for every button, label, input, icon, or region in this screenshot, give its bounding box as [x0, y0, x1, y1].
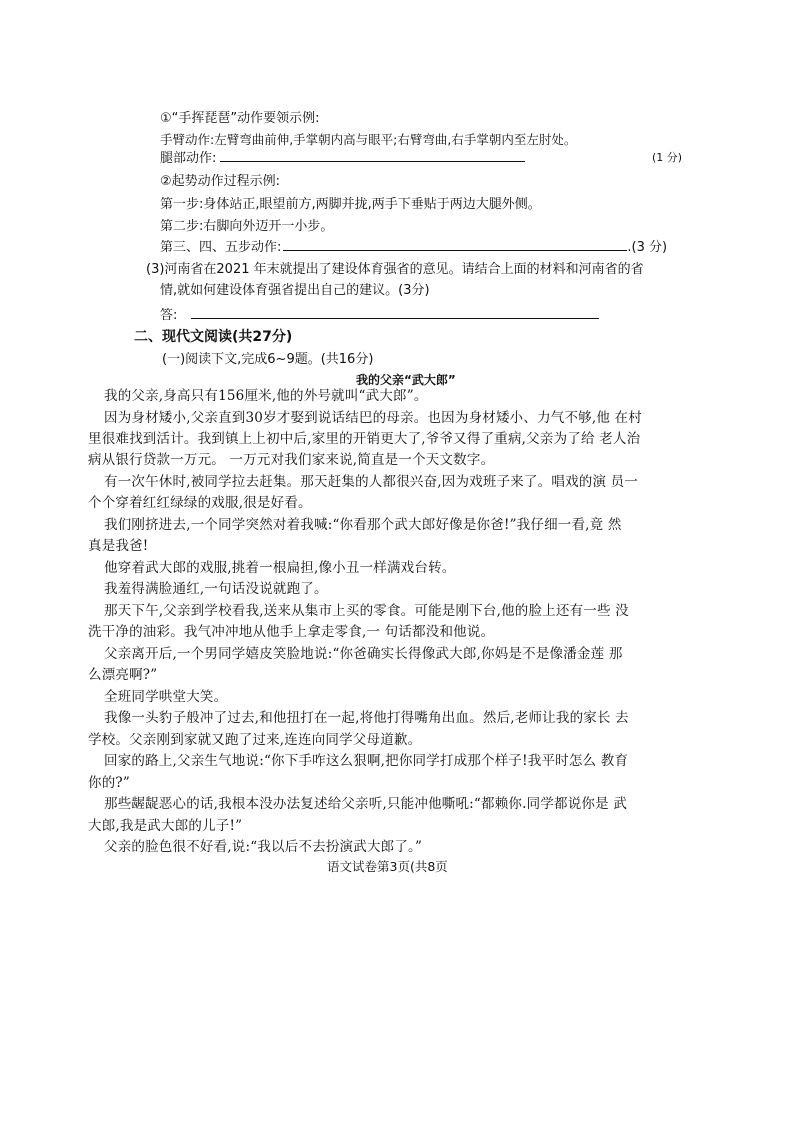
article-line: 那天下午,父亲到学校看我,送来从集市上买的零食。可能是刚下台,他的脸上还有一些 没: [104, 603, 629, 619]
article-line: 回家的路上,父亲生气地说:“你下手咋这么狠啊,把你同学打成那个样子!我平时怎么 教育: [104, 753, 629, 769]
article-line: 我们刚挤进去,一个同学突然对着我喊:“你看那个武大郎好像是你爸!”我仔细一看,竟 然: [104, 517, 622, 533]
item1-arm-text: 手臂动作:左臂弯曲前伸,手掌朝内高与眼平;右臂弯曲,右手掌朝内至左肘处。: [160, 132, 577, 147]
q3-answer-blank[interactable]: [191, 306, 599, 319]
step345-score: .(3 分): [627, 240, 668, 255]
article-line: 我羞得满脸通红,一句话没说就跑了。: [104, 581, 328, 597]
step2-text: 第二步:右脚向外迈开一小步。: [160, 219, 334, 234]
article-title: 我的父亲“武大郎”: [356, 373, 456, 387]
step1-text: 第一步:身体站正,眼望前方,两脚并拢,两手下垂贴于两边大腿外侧。: [160, 197, 541, 212]
article-line: 里很难找到活计。我到镇上上初中后,家里的开销更大了,爷爷又得了重病,父亲为了给 老人治: [88, 431, 641, 447]
item1-leg-row: [160, 149, 525, 167]
article-line: 真是我爸!: [88, 538, 149, 554]
article-line: 个个穿着红红绿绿的戏服,很是好看。: [88, 495, 312, 511]
section2-subheading: (一)阅读下文,完成6~9题。(共16分): [162, 352, 374, 367]
item1-title: ①“手挥琵琶”动作要领示例:: [160, 111, 320, 126]
article-line: 有一次午休时,被同学拉去赶集。那天赶集的人都很兴奋,因为戏班子来了。唱戏的演 员一: [104, 474, 639, 490]
article-line: 学校。父亲刚到家就又跑了过来,连连向同学父母道歉。: [88, 732, 422, 748]
article-line: 大郎,我是武大郎的儿子!”: [88, 818, 243, 834]
leg-answer-blank[interactable]: [220, 149, 525, 162]
step345-answer-blank[interactable]: [283, 238, 627, 251]
article-line: 病从银行贷款一万元。 一万元对我们家来说,简直是一个天文数字。: [88, 452, 495, 468]
q3-line1: (3)河南省在2021 年末就提出了建设体育强省的意见。请结合上面的材料和河南省的省: [146, 262, 644, 277]
article-line: 你的?”: [88, 775, 130, 791]
article-line: 洗干净的油彩。我气冲冲地从他手上拿走零食,一 句话都没和他说。: [88, 624, 495, 640]
article-line: 父亲的脸色很不好看,说:“我以后不去扮演武大郎了。”: [104, 839, 423, 855]
section2-heading: 二、现代文阅读(共27分): [134, 329, 293, 345]
q3-answer-label: 答:: [160, 308, 178, 323]
article-line: 我像一头豹子般冲了过去,和他扭打在一起,将他打得嘴角出血。然后,老师让我的家长 去: [104, 710, 629, 726]
article-line: 我的父亲,身高只有156厘米,他的外号就叫“武大郎”。: [104, 388, 428, 404]
item1-score: (1 分): [652, 151, 683, 164]
article-line: 全班同学哄堂大笑。: [104, 689, 228, 705]
step345-label: 第三、四、五步动作:: [160, 240, 282, 255]
item1-leg-label: 腿部动作:: [160, 151, 217, 166]
q3-line2: 情,就如何建设体育强省提出自己的建议。(3分): [160, 283, 430, 298]
article-line: 那些龌龊恶心的话,我根本没办法复述给父亲听,只能冲他嘶吼:“都赖你.同学都说你是 武: [104, 796, 628, 812]
article-line: 么漂亮啊?”: [88, 667, 158, 683]
article-line: 因为身材矮小,父亲直到30岁才娶到说话结巴的母亲。也因为身材矮小、力气不够,他 在村: [104, 410, 642, 426]
step345-row: [160, 238, 667, 256]
q3-answer-row: [160, 306, 599, 324]
page-footer: 语文试卷第3页(共8页: [327, 859, 448, 874]
item2-title: ②起势动作过程示例:: [160, 174, 281, 189]
article-line: 父亲离开后,一个男同学嬉皮笑脸地说:“你爸确实长得像武大郎,你妈是不是像潘金莲 那: [104, 646, 623, 662]
article-line: 他穿着武大郎的戏服,挑着一根扁担,像小丑一样满戏台转。: [104, 560, 456, 576]
